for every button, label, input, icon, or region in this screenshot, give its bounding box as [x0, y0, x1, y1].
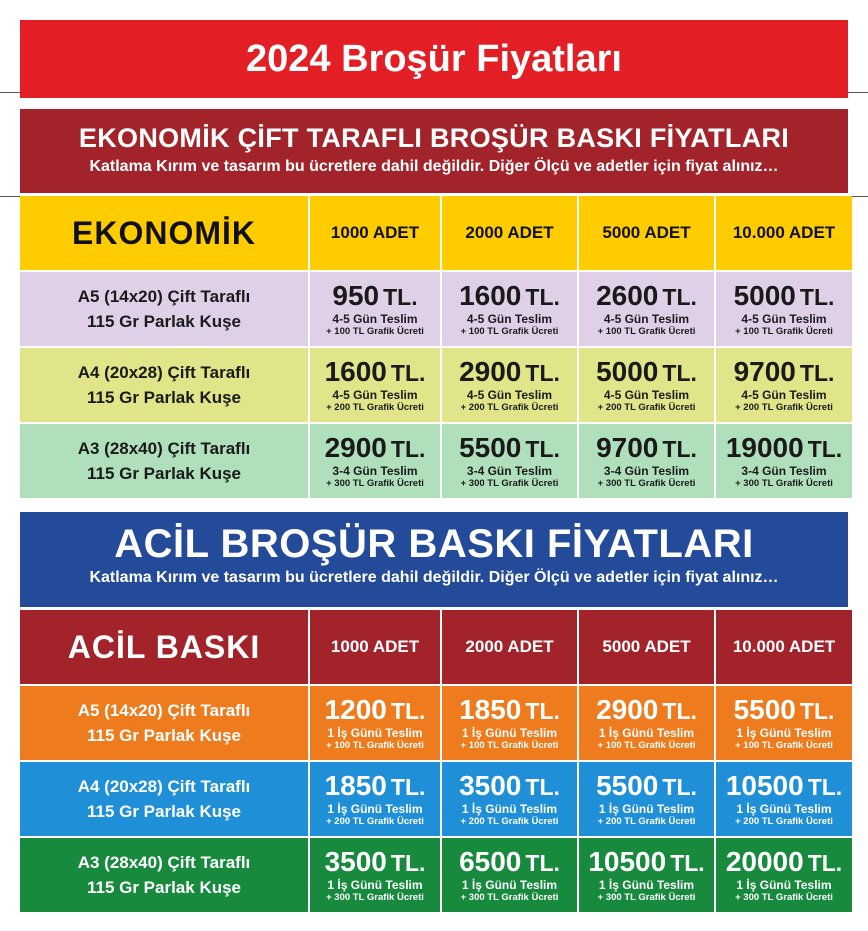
price-cell: 5000 TL. 4-5 Gün Teslim + 100 TL Grafik Ücreti: [716, 272, 852, 346]
price-cell: 5500 TL. 1 İş Günü Teslim + 200 TL Grafik Ücreti: [579, 762, 714, 836]
product-label: A3 (28x40) Çift Taraflı 115 Gr Parlak Kuşe: [20, 424, 308, 498]
price-cell: 1600 TL. 4-5 Gün Teslim + 100 TL Grafik Ücreti: [442, 272, 577, 346]
price-cell: 1600 TL. 4-5 Gün Teslim + 200 TL Grafik Ücreti: [310, 348, 440, 422]
crop-mark: [848, 92, 868, 93]
price-cell: 10500 TL. 1 İş Günü Teslim + 200 TL Grafik Ücreti: [716, 762, 852, 836]
price-cell: 9700 TL. 4-5 Gün Teslim + 200 TL Grafik Ücreti: [716, 348, 852, 422]
economy-section-header: [20, 109, 848, 193]
price-cell: 9700 TL. 3-4 Gün Teslim + 300 TL Grafik Ücreti: [579, 424, 714, 498]
economy-price-table: [20, 196, 848, 498]
price-cell: 5500 TL. 1 İş Günü Teslim + 100 TL Grafik Ücreti: [716, 686, 852, 760]
urgent-note: Katlama Kırım ve tasarım bu ücretlere dahil değildir. Diğer Ölçü ve adetler için fiyat alınız…: [89, 569, 779, 586]
crop-mark: [0, 92, 20, 93]
price-cell: 2900 TL. 4-5 Gün Teslim + 200 TL Grafik Ücreti: [442, 348, 577, 422]
price-cell: 2900 TL. 1 İş Günü Teslim + 100 TL Grafik Ücreti: [579, 686, 714, 760]
price-cell: 1850 TL. 1 İş Günü Teslim + 100 TL Grafik Ücreti: [442, 686, 577, 760]
product-label: A4 (20x28) Çift Taraflı 115 Gr Parlak Kuşe: [20, 348, 308, 422]
price-cell: 19000 TL. 3-4 Gün Teslim + 300 TL Grafik Ücreti: [716, 424, 852, 498]
price-cell: 10500 TL. 1 İş Günü Teslim + 300 TL Grafik Ücreti: [579, 838, 714, 912]
qty-header: 5000 ADET: [579, 196, 714, 270]
product-label: A5 (14x20) Çift Taraflı 115 Gr Parlak Kuşe: [20, 686, 308, 760]
urgent-price-table: [20, 610, 848, 912]
economy-heading: EKONOMİK ÇİFT TARAFLI BROŞÜR BASKI FİYATLARI: [78, 123, 790, 153]
urgent-section-header: [20, 512, 848, 607]
price-cell: 2900 TL. 3-4 Gün Teslim + 300 TL Grafik Ücreti: [310, 424, 440, 498]
economy-corner-label: EKONOMİK: [20, 196, 308, 270]
urgent-heading: ACİL BROŞÜR BASKI FİYATLARI: [114, 522, 754, 566]
price-cell: 1200 TL. 1 İş Günü Teslim + 100 TL Grafik Ücreti: [310, 686, 440, 760]
product-label: A4 (20x28) Çift Taraflı 115 Gr Parlak Kuşe: [20, 762, 308, 836]
qty-header: 2000 ADET: [442, 610, 577, 684]
qty-header: 1000 ADET: [310, 196, 440, 270]
price-cell: 5000 TL. 4-5 Gün Teslim + 200 TL Grafik Ücreti: [579, 348, 714, 422]
price-cell: 5500 TL. 3-4 Gün Teslim + 300 TL Grafik Ücreti: [442, 424, 577, 498]
price-cell: 950 TL. 4-5 Gün Teslim + 100 TL Grafik Ücreti: [310, 272, 440, 346]
crop-mark: [0, 196, 20, 197]
product-label: A3 (28x40) Çift Taraflı 115 Gr Parlak Kuşe: [20, 838, 308, 912]
qty-header: 10.000 ADET: [716, 610, 852, 684]
economy-note: Katlama Kırım ve tasarım bu ücretlere dahil değildir. Diğer Ölçü ve adetler için fiyat alınız…: [89, 158, 779, 175]
price-cell: 20000 TL. 1 İş Günü Teslim + 300 TL Grafik Ücreti: [716, 838, 852, 912]
price-cell: 3500 TL. 1 İş Günü Teslim + 300 TL Grafik Ücreti: [310, 838, 440, 912]
price-cell: 2600 TL. 4-5 Gün Teslim + 100 TL Grafik Ücreti: [579, 272, 714, 346]
urgent-corner-label: ACİL BASKI: [20, 610, 308, 684]
price-cell: 3500 TL. 1 İş Günü Teslim + 200 TL Grafik Ücreti: [442, 762, 577, 836]
product-label: A5 (14x20) Çift Taraflı 115 Gr Parlak Kuşe: [20, 272, 308, 346]
qty-header: 2000 ADET: [442, 196, 577, 270]
qty-header: 1000 ADET: [310, 610, 440, 684]
qty-header: 5000 ADET: [579, 610, 714, 684]
price-cell: 1850 TL. 1 İş Günü Teslim + 200 TL Grafik Ücreti: [310, 762, 440, 836]
page-title: 2024 Broşür Fiyatları: [20, 20, 848, 98]
price-cell: 6500 TL. 1 İş Günü Teslim + 300 TL Grafik Ücreti: [442, 838, 577, 912]
qty-header: 10.000 ADET: [716, 196, 852, 270]
